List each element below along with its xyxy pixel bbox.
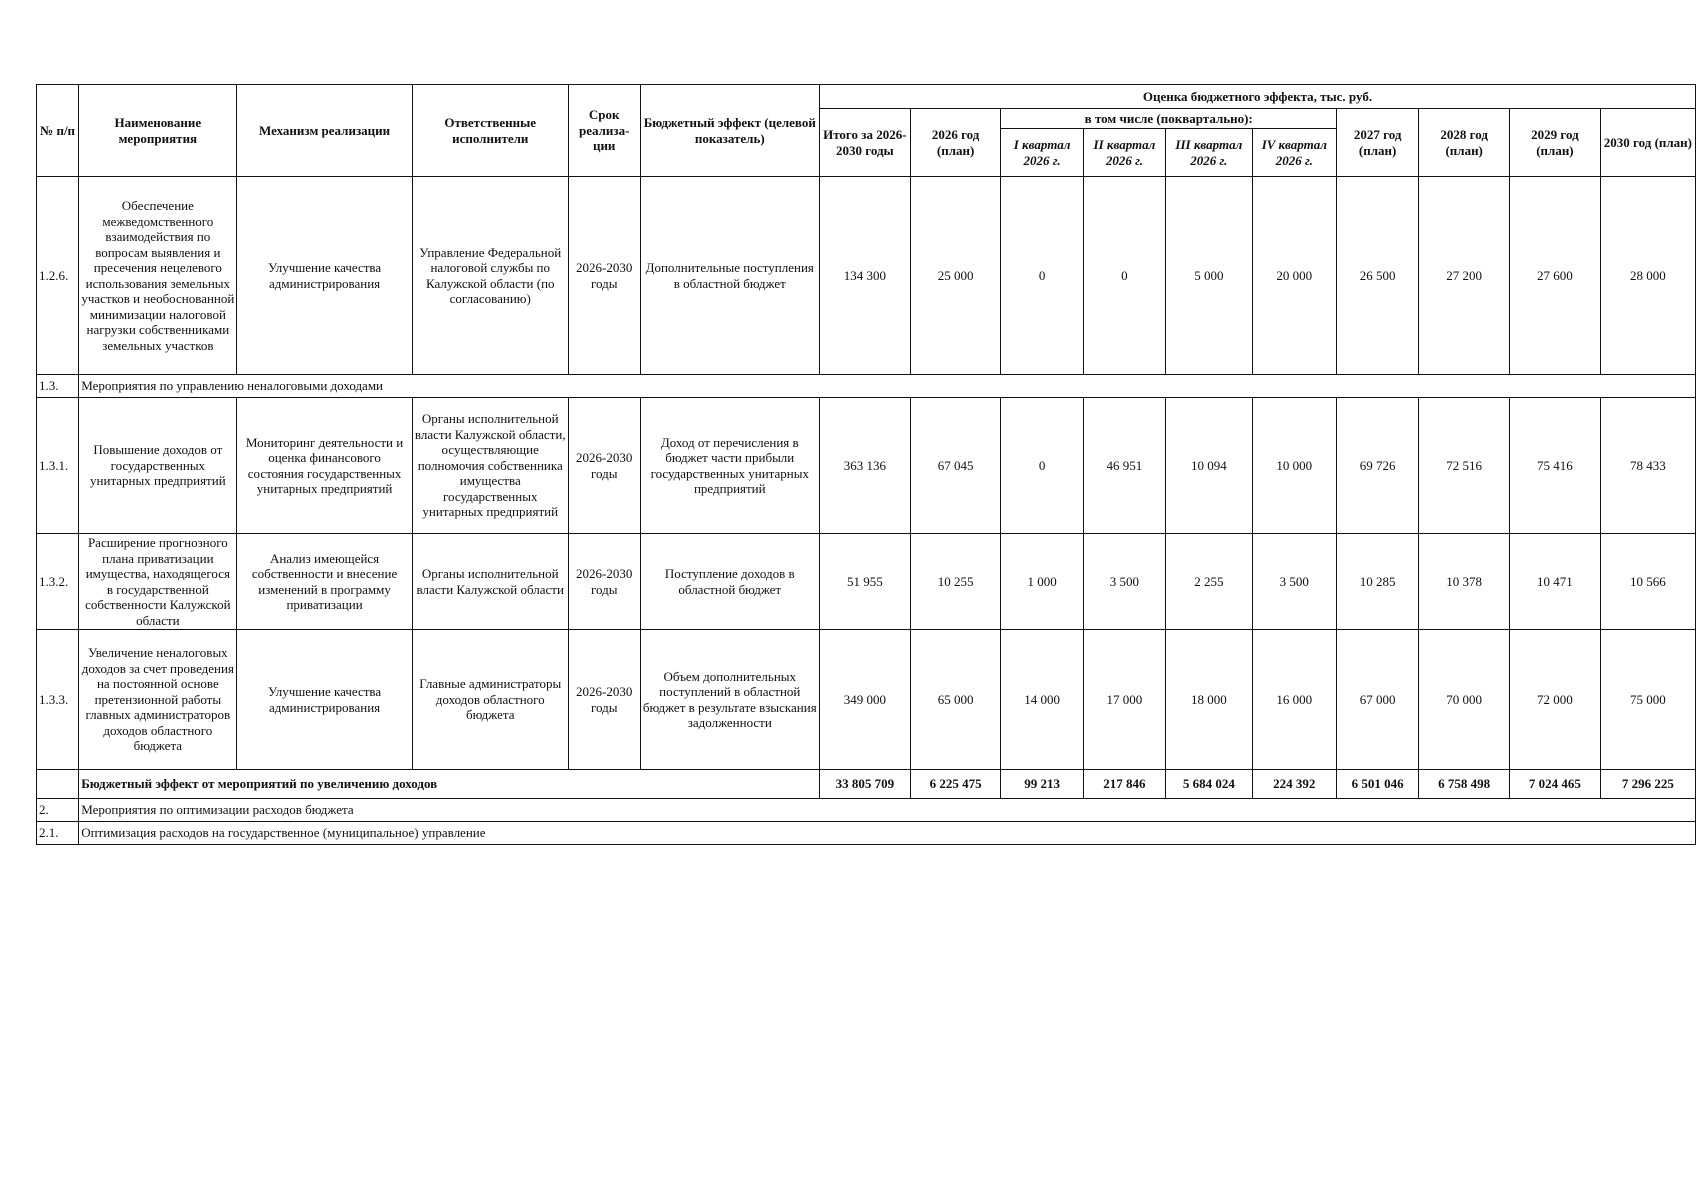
row-effect: Поступление доходов в областной бюджет <box>640 534 819 630</box>
row-2029: 10 471 <box>1510 534 1601 630</box>
budget-document <box>36 84 1696 845</box>
row-q1: 14 000 <box>1001 630 1083 770</box>
total-2026: 6 225 475 <box>910 770 1001 799</box>
header-2026: 2026 год (план) <box>910 109 1001 177</box>
row-term: 2026-2030 годы <box>568 398 640 534</box>
row-responsible: Главные администраторы доходов областного бюджета <box>412 630 568 770</box>
total-label: Бюджетный эффект от мероприятий по увеличению доходов <box>79 770 820 799</box>
header-effect: Бюджетный эффект (целевой показатель) <box>640 85 819 177</box>
row-2026: 65 000 <box>910 630 1001 770</box>
row-term: 2026-2030 годы <box>568 177 640 375</box>
row-name: Обеспечение межведомственного взаимодействия по вопросам выявления и пресечения нецелевого использования земельных участков и необоснованной минимизации налоговой нагрузки собственниками земельных участков <box>79 177 237 375</box>
header-2029: 2029 год (план) <box>1510 109 1601 177</box>
header-estimate-title: Оценка бюджетного эффекта, тыс. руб. <box>819 85 1695 109</box>
total-2028: 6 758 498 <box>1419 770 1510 799</box>
row-effect: Дополнительные поступления в областной бюджет <box>640 177 819 375</box>
row-mechanism: Улучшение качества администрирования <box>237 177 412 375</box>
row-q4: 16 000 <box>1252 630 1336 770</box>
row-2026: 25 000 <box>910 177 1001 375</box>
table-row <box>37 534 1696 630</box>
row-q2: 46 951 <box>1083 398 1165 534</box>
total-2027: 6 501 046 <box>1337 770 1419 799</box>
row-mechanism: Мониторинг деятельности и оценка финансового состояния государственных унитарных предприятий <box>237 398 412 534</box>
row-2027: 69 726 <box>1337 398 1419 534</box>
row-q3: 10 094 <box>1166 398 1253 534</box>
row-2030: 28 000 <box>1600 177 1695 375</box>
row-term: 2026-2030 годы <box>568 534 640 630</box>
row-mechanism: Анализ имеющейся собственности и внесение изменений в программу приватизации <box>237 534 412 630</box>
row-total: 349 000 <box>819 630 910 770</box>
row-2029: 75 416 <box>1510 398 1601 534</box>
total-sum: 33 805 709 <box>819 770 910 799</box>
row-responsible: Управление Федеральной налоговой службы по Калужской области (по согласованию) <box>412 177 568 375</box>
total-2029: 7 024 465 <box>1510 770 1601 799</box>
row-name: Повышение доходов от государственных унитарных предприятий <box>79 398 237 534</box>
header-responsible: Ответственные исполнители <box>412 85 568 177</box>
row-q1: 0 <box>1001 177 1083 375</box>
row-name: Увеличение неналоговых доходов за счет проведения на постоянной основе претензионной работы главных администраторов доходов областного бюджета <box>79 630 237 770</box>
row-total: 363 136 <box>819 398 910 534</box>
header-q2: II квартал 2026 г. <box>1083 129 1165 177</box>
row-q1: 0 <box>1001 398 1083 534</box>
row-mechanism: Улучшение качества администрирования <box>237 630 412 770</box>
row-responsible: Органы исполнительной власти Калужской области <box>412 534 568 630</box>
row-q2: 0 <box>1083 177 1165 375</box>
row-q3: 18 000 <box>1166 630 1253 770</box>
total-q4: 224 392 <box>1252 770 1336 799</box>
row-effect: Объем дополнительных поступлений в областной бюджет в результате взыскания задолженности <box>640 630 819 770</box>
row-total: 134 300 <box>819 177 910 375</box>
row-q4: 20 000 <box>1252 177 1336 375</box>
header-row-1 <box>37 85 1696 109</box>
row-2026: 67 045 <box>910 398 1001 534</box>
header-q4: IV квартал 2026 г. <box>1252 129 1336 177</box>
total-2030: 7 296 225 <box>1600 770 1695 799</box>
row-2028: 70 000 <box>1419 630 1510 770</box>
row-2030: 10 566 <box>1600 534 1695 630</box>
header-2027: 2027 год (план) <box>1337 109 1419 177</box>
row-num: 1.2.6. <box>37 177 79 375</box>
row-effect: Доход от перечисления в бюджет части прибыли государственных унитарных предприятий <box>640 398 819 534</box>
header-q3: III квартал 2026 г. <box>1166 129 1253 177</box>
row-term: 2026-2030 годы <box>568 630 640 770</box>
row-2030: 75 000 <box>1600 630 1695 770</box>
row-num: 1.3.1. <box>37 398 79 534</box>
row-2028: 72 516 <box>1419 398 1510 534</box>
row-responsible: Органы исполнительной власти Калужской области, осуществляющие полномочия собственника имущества государственных унитарных предприятий <box>412 398 568 534</box>
row-num: 1.3.3. <box>37 630 79 770</box>
section-row-2 <box>37 799 1696 822</box>
row-q3: 2 255 <box>1166 534 1253 630</box>
header-total: Итого за 2026-2030 годы <box>819 109 910 177</box>
budget-effect-table <box>36 84 1696 845</box>
header-name: Наименование мероприятия <box>79 85 237 177</box>
row-2029: 72 000 <box>1510 630 1601 770</box>
header-q1: I квартал 2026 г. <box>1001 129 1083 177</box>
row-2027: 26 500 <box>1337 177 1419 375</box>
header-quarterly: в том числе (поквартально): <box>1001 109 1337 129</box>
row-q4: 3 500 <box>1252 534 1336 630</box>
table-row <box>37 177 1696 375</box>
row-name: Расширение прогнозного плана приватизации имущества, находящегося в государственной собственности Калужской области <box>79 534 237 630</box>
row-2028: 10 378 <box>1419 534 1510 630</box>
total-q1: 99 213 <box>1001 770 1083 799</box>
row-q4: 10 000 <box>1252 398 1336 534</box>
row-q2: 17 000 <box>1083 630 1165 770</box>
row-num: 1.3.2. <box>37 534 79 630</box>
row-q2: 3 500 <box>1083 534 1165 630</box>
section-num: 2. <box>37 799 79 822</box>
row-2028: 27 200 <box>1419 177 1510 375</box>
total-q2: 217 846 <box>1083 770 1165 799</box>
header-2028: 2028 год (план) <box>1419 109 1510 177</box>
row-2030: 78 433 <box>1600 398 1695 534</box>
header-term: Срок реализа- ции <box>568 85 640 177</box>
header-2030: 2030 год (план) <box>1600 109 1695 177</box>
header-num: № п/п <box>37 85 79 177</box>
total-row <box>37 770 1696 799</box>
row-2026: 10 255 <box>910 534 1001 630</box>
section-row-2-1 <box>37 822 1696 845</box>
table-row <box>37 398 1696 534</box>
row-total: 51 955 <box>819 534 910 630</box>
section-title: Мероприятия по оптимизации расходов бюджета <box>79 799 1696 822</box>
total-q3: 5 684 024 <box>1166 770 1253 799</box>
table-row <box>37 630 1696 770</box>
section-row-1-3 <box>37 375 1696 398</box>
total-num-empty <box>37 770 79 799</box>
row-2027: 67 000 <box>1337 630 1419 770</box>
section-num: 2.1. <box>37 822 79 845</box>
header-mechanism: Механизм реализации <box>237 85 412 177</box>
row-q3: 5 000 <box>1166 177 1253 375</box>
row-q1: 1 000 <box>1001 534 1083 630</box>
row-2029: 27 600 <box>1510 177 1601 375</box>
row-2027: 10 285 <box>1337 534 1419 630</box>
section-title: Оптимизация расходов на государственное (муниципальное) управление <box>79 822 1696 845</box>
section-num: 1.3. <box>37 375 79 398</box>
section-title: Мероприятия по управлению неналоговыми доходами <box>79 375 1696 398</box>
